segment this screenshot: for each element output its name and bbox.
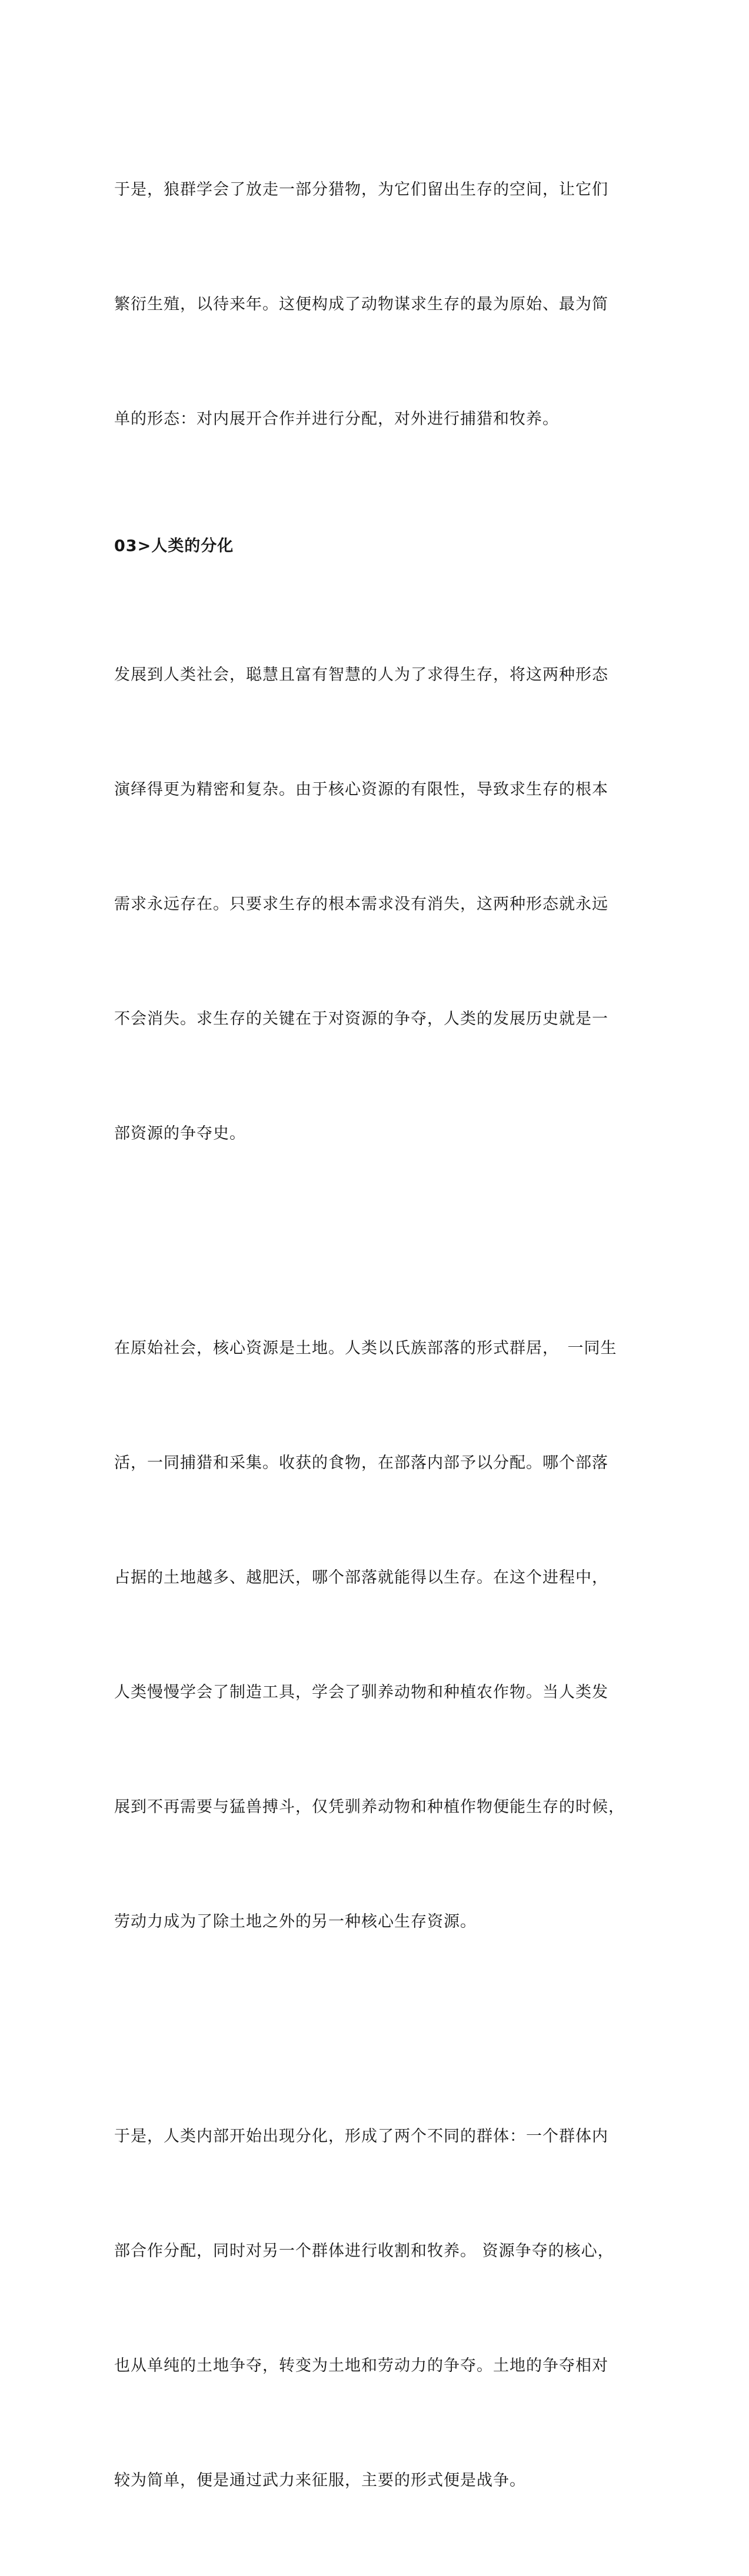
paragraph-line: 人类慢慢学会了制造工具，学会了驯养动物和种植农作物。当人类发: [114, 1683, 608, 1701]
paragraph-spacer: [114, 2017, 644, 2041]
paragraph-line: 繁衍生殖，以待来年。这便构成了动物谋求生存的最为原始、最为简: [114, 295, 608, 313]
paragraph-line: 需求永远存在。只要求生存的根本需求没有消失，这两种形态就永远: [114, 895, 608, 913]
paragraph-line: 部合作分配，同时对另一个群体进行收割和牧养。 资源争夺的核心，: [114, 2242, 614, 2260]
paragraph-line: 劳动力成为了除土地之外的另一种核心生存资源。: [114, 1913, 477, 1931]
section-heading: 03>人类的分化: [114, 537, 234, 555]
paragraph-line: 部资源的争夺史。: [114, 1125, 246, 1143]
paragraph-line: 较为简单，便是通过武力来征服，主要的形式便是战争。: [114, 2471, 526, 2490]
paragraph-wolves: [114, 94, 644, 515]
paragraph-primitive-society: [114, 1253, 644, 2017]
paragraph-human-society: [114, 579, 644, 1229]
paragraph-line: 也从单纯的土地争夺，转变为土地和劳动力的争夺。土地的争夺相对: [114, 2357, 608, 2375]
paragraph-line: 发展到人类社会，聪慧且富有智慧的人为了求得生存，将这两种形态: [114, 666, 608, 684]
paragraph-line: 单的形态：对内展开合作并进行分配，对外进行捕猎和牧养。: [114, 410, 559, 428]
paragraph-line: 于是，人类内部开始出现分化，形成了两个不同的群体：一个群体内: [114, 2127, 608, 2145]
paragraph-line: 演绎得更为精密和复杂。由于核心资源的有限性，导致求生存的根本: [114, 780, 608, 799]
paragraph-spacer: [114, 1229, 644, 1253]
paragraph-differentiation: [114, 2041, 644, 2576]
paragraph-line: 于是，狼群学会了放走一部分猎物，为它们留出生存的空间，让它们: [114, 181, 608, 199]
paragraph-line: 展到不再需要与猛兽搏斗，仅凭驯养动物和种植作物便能生存的时候，: [114, 1798, 625, 1816]
paragraph-line: 活，一同捕猎和采集。收获的食物，在部落内部予以分配。哪个部落: [114, 1454, 608, 1472]
document-body: [114, 94, 644, 2576]
paragraph-line: 不会消失。求生存的关键在于对资源的争夺，人类的发展历史就是一: [114, 1010, 608, 1028]
paragraph-line: 占据的土地越多、越肥沃，哪个部落就能得以生存。在这个进程中，: [114, 1569, 608, 1587]
paragraph-line: 在原始社会，核心资源是土地。人类以氏族部落的形式群居， 一同生: [114, 1339, 617, 1357]
